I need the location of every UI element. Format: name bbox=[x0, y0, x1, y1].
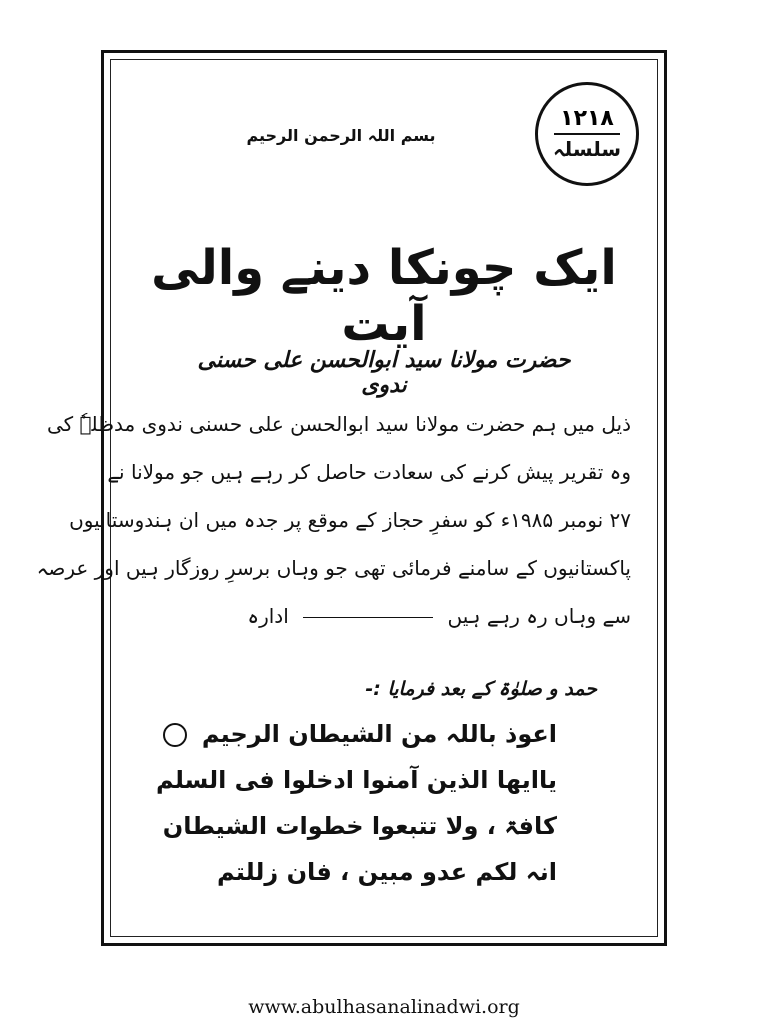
intro-line: سے وہاں رہ رہے ہیں bbox=[447, 604, 631, 628]
intro-line: ذیل میں ہم حضرت مولانا سید ابوالحسن علی حسنی ندوی مدظلہٗ کی bbox=[46, 412, 631, 436]
author-name: حضرت مولانا سید ابوالحسن علی حسنی ندوی bbox=[197, 348, 571, 398]
signature-dash bbox=[303, 617, 433, 618]
signature: ادارہ bbox=[247, 604, 289, 628]
series-label: سلسلہ bbox=[552, 137, 622, 161]
intro-line: پاکستانیوں کے سامنے فرمائی تھی جو وہاں برسرِ روزگار ہیں اور عرصہ bbox=[36, 556, 631, 580]
intro-line: ۲۷ نومبر ۱۹۸۵ء کو سفرِ حجاز کے موقع پر جدہ میں ان ہندوستانیوں bbox=[69, 508, 631, 532]
page-title: ایک چونکا دینے والی آیت bbox=[151, 240, 617, 352]
series-number: ۱۲۱۸ bbox=[554, 105, 620, 135]
verse-text: اعوذ باللہ من الشیطان الرجیم bbox=[201, 720, 557, 748]
website-footer: www.abulhasanalinadwi.org bbox=[248, 996, 520, 1018]
intro-last-line bbox=[141, 592, 631, 640]
verse-line: کافۃ ، ولا تتبعوا خطوات الشیطان bbox=[162, 812, 557, 840]
verse-line bbox=[191, 720, 557, 748]
intro-paragraph bbox=[36, 400, 631, 640]
verse-line: انہ لکم عدو مبین ، فان زللتم bbox=[216, 858, 557, 886]
page-border bbox=[36, 50, 667, 946]
intro-line: وہ تقریر پیش کرنے کی سعادت حاصل کر رہے ہیں جو مولانا نے bbox=[107, 460, 631, 484]
verse-line: یاایھا الذین آمنوا ادخلوا فی السلم bbox=[156, 766, 557, 794]
inner-border bbox=[36, 59, 658, 937]
hamd-line: حمد و صلوٰۃ کے بعد فرمایا :- bbox=[365, 678, 597, 700]
series-seal bbox=[535, 82, 639, 186]
ayah-end-icon bbox=[163, 723, 187, 747]
bismillah: بسم اللہ الرحمن الرحیم bbox=[246, 126, 436, 145]
